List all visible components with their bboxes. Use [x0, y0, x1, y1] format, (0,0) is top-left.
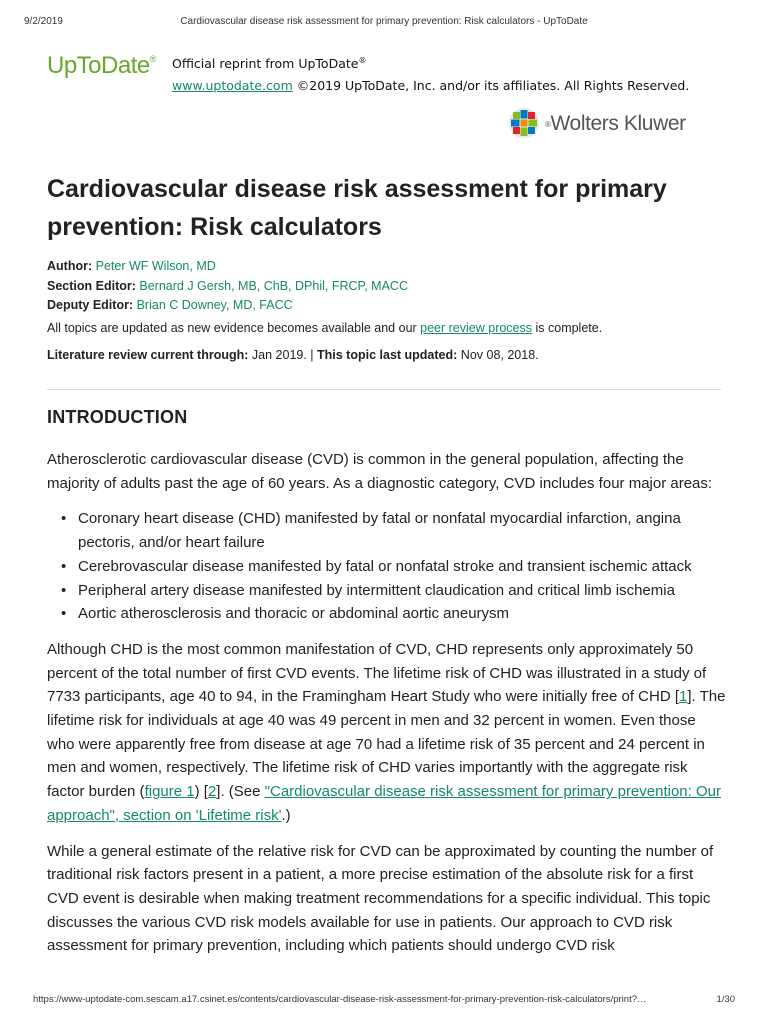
wolters-kluwer-globe-icon	[508, 107, 540, 139]
paragraph-text: .)	[281, 806, 291, 824]
section-editor-row	[47, 277, 737, 297]
intro-paragraph-2	[47, 638, 727, 828]
paragraph-text: ]. (See	[216, 783, 265, 801]
last-updated-label: This topic last updated:	[317, 348, 458, 362]
section-divider	[47, 389, 721, 390]
list-item: • Cerebrovascular disease manifested by fatal or nonfatal stroke and transient ischemic attack	[78, 555, 727, 579]
article-body	[47, 448, 727, 970]
print-url: https://www-uptodate-com.sescam.a17.csinet.es/contents/cardiovascular-disease-risk-assessment-for-primary-prevention-risk-calculators/print?…	[33, 994, 647, 1005]
print-page-title: Cardiovascular disease risk assessment for primary prevention: Risk calculators - UpToDate	[180, 16, 588, 27]
list-item: • Peripheral artery disease manifested by intermittent claudication and critical limb ischemia	[78, 579, 727, 603]
section-editor-link[interactable]: Bernard J Gersh, MB, ChB, DPhil, FRCP, MACC	[139, 278, 408, 293]
update-note	[47, 321, 737, 335]
paragraph-text: Although CHD is the most common manifestation of CVD, CHD represents only approximately 50 percent of the total number of first CVD events. The lifetime risk of CHD was illustrated in a study of 7733 participants, age 40 to 94, in the Framingham Heart Study who were initially free of CHD [	[47, 640, 707, 706]
peer-review-link[interactable]: peer review process	[420, 321, 533, 335]
list-item: • Coronary heart disease (CHD) manifested by fatal or nonfatal myocardial infarction, angina pectoris, and/or heart failure	[78, 507, 727, 554]
intro-paragraph-3: While a general estimate of the relative risk for CVD can be approximated by counting the number of traditional risk factors present in a patient, a more precise estimation of the absolute risk for a first CVD event is desirable when making treatment recommendations for a specific individual. This topic discusses the various CVD risk models available for use in patients. Our approach to CVD risk assessment for primary prevention, including which patients should undergo CVD risk	[47, 842, 714, 955]
article-title: Cardiovascular disease risk assessment for primary prevention: Risk calculators	[47, 175, 667, 241]
reprint-mark: ®	[358, 56, 367, 65]
reference-link-1[interactable]: 1	[679, 688, 688, 706]
uptodate-logo-text: UpToDate	[47, 52, 150, 79]
print-header	[24, 16, 744, 30]
last-updated-value: Nov 08, 2018.	[457, 348, 539, 362]
lit-review-value: Jan 2019. |	[248, 348, 318, 362]
wolters-kluwer-mark: ®	[545, 119, 551, 129]
author-link[interactable]: Peter WF Wilson, MD	[95, 259, 216, 273]
reprint-label: Official reprint from UpToDate	[172, 56, 359, 72]
brand-bar	[47, 50, 721, 94]
uptodate-logo-mark: ®	[149, 54, 156, 64]
wolters-kluwer-logo	[508, 107, 708, 143]
author-label: Author:	[47, 259, 93, 273]
intro-paragraph-1: Atherosclerotic cardiovascular disease (CVD) is common in the general population, affecting the majority of adults past the age of 60 years. As a diagnostic category, CVD includes four major areas:	[47, 451, 713, 492]
reprint-notice	[172, 50, 689, 97]
section-editor-label: Section Editor:	[47, 278, 136, 293]
copyright-text: ©2019 UpToDate, Inc. and/or its affiliates. All Rights Reserved.	[292, 78, 690, 94]
literature-review-line	[47, 348, 737, 362]
deputy-editor-link[interactable]: Brian C Downey, MD, FACC	[136, 298, 293, 312]
deputy-editor-row	[47, 296, 737, 316]
article-meta	[47, 257, 737, 316]
paragraph-text: ]. The lifetime risk for individuals at age 40 was 49 percent in men and 32 percent in women. Even those who were apparently free from disease at age 70 had a lifetime risk of 35 percent and 24 percent in men and women, respectively. The lifetime risk of CHD varies importantly with the aggregate risk factor burden (	[47, 688, 726, 801]
uptodate-site-link[interactable]: www.uptodate.com	[172, 78, 293, 94]
update-note-post: is complete.	[532, 321, 603, 335]
deputy-editor-label: Deputy Editor:	[47, 298, 134, 312]
print-date: 9/2/2019	[24, 16, 63, 27]
list-item: • Aortic atherosclerosis and thoracic or abdominal aortic aneurysm	[78, 602, 727, 626]
our-approach-topic-link[interactable]: "Cardiovascular disease risk assessment for primary prevention: Our approach", section on 'Lifetime risk'	[47, 783, 721, 824]
section-heading-introduction: INTRODUCTION	[47, 407, 188, 427]
print-footer	[33, 994, 735, 1008]
paragraph-text: ) [	[194, 783, 208, 801]
uptodate-logo	[47, 52, 156, 80]
figure-1-link[interactable]: figure 1	[144, 783, 195, 801]
lit-review-label: Literature review current through:	[47, 348, 249, 362]
cvd-areas-list	[47, 507, 727, 626]
update-note-pre: All topics are updated as new evidence becomes available and our	[47, 321, 421, 335]
reference-link-2[interactable]: 2	[207, 783, 217, 801]
wolters-kluwer-name: Wolters Kluwer	[550, 112, 686, 135]
page-number: 1/30	[716, 994, 735, 1005]
author-row	[47, 257, 737, 277]
